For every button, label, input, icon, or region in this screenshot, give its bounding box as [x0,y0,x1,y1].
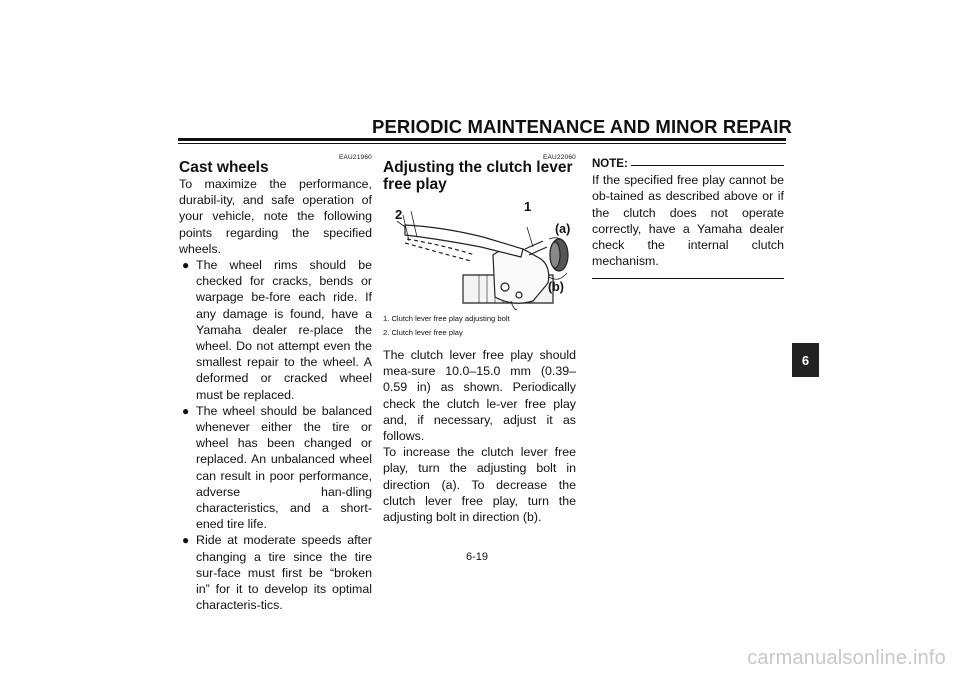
clutch-lever-illustration [383,197,576,311]
note-rule [631,165,784,166]
header-rule-thin [178,143,786,144]
column-cast-wheels [179,150,372,613]
column-note [592,150,784,279]
intro-paragraph: To maximize the performance, durabil-ity, and safe operation of your vehicle, note the following points regarding the specified wheels. [179,177,372,256]
header-rule [178,138,786,141]
section-heading: Cast wheels [179,159,269,176]
list-item: ● The wheel rims should be checked for cracks, bends or warpage be-fore each ride. If any damage is found, have a Yamaha dealer re-place the wheel. Do not attempt even the smallest repair to the wheel. A deformed or cracked wheel must be replaced. [182,258,372,402]
note-label: NOTE: [592,158,628,170]
section-heading: Adjusting the clutch lever free play [383,159,573,193]
figure-label-2: 2 [395,207,403,222]
bullet-icon: ● [182,403,190,418]
section-code: EAU22060 [542,154,576,161]
list-item: ● Ride at moderate speeds after changing a tire since the tire sur-face must first be “broken in” for it to develop its optimal characteris-tics. [182,533,372,613]
list-item: ● The wheel should be balanced whenever either the tire or wheel has been changed or replaced. An unbalanced wheel can result in poor performance, adverse han-dling characteristics, and a short-ened tire life. [182,403,372,532]
watermark: carmanualsonline.info [747,647,946,669]
column-clutch [383,150,576,525]
page-number: 6-19 [466,551,489,563]
clutch-paragraph-2: To increase the clutch lever free play, turn the adjusting bolt in direction (a). To decrease the clutch lever free play, turn the adjusting bolt in direction (b). [383,445,576,525]
bullet-list [179,257,372,613]
clutch-paragraph-1: The clutch lever free play should mea-sure 10.0–15.0 mm (0.39–0.59 in) as shown. Periodically check the clutch le-ver free play and, if necessary, adjust it as follows. [383,348,576,444]
note-header [592,156,784,172]
section-tab: 6 [792,343,819,377]
figure-label-b: (b) [548,280,564,294]
caption-item: 1. Clutch lever free play adjusting bolt [383,314,510,323]
figure-captions [383,313,576,339]
bullet-icon: ● [182,533,190,548]
section-code: EAU21960 [338,154,372,161]
note-text: If the specified free play cannot be ob-tained as described above or if the clutch does not operate correctly, have a Yamaha dealer check the internal clutch mechanism. [592,173,784,269]
bullet-icon: ● [182,258,190,273]
page-title: PERIODIC MAINTENANCE AND MINOR REPAIR [372,116,792,137]
figure-label-1: 1 [524,199,532,214]
caption-item: 2. Clutch lever free play [383,328,463,337]
note-end-rule [592,278,784,279]
figure-label-a: (a) [555,222,571,236]
